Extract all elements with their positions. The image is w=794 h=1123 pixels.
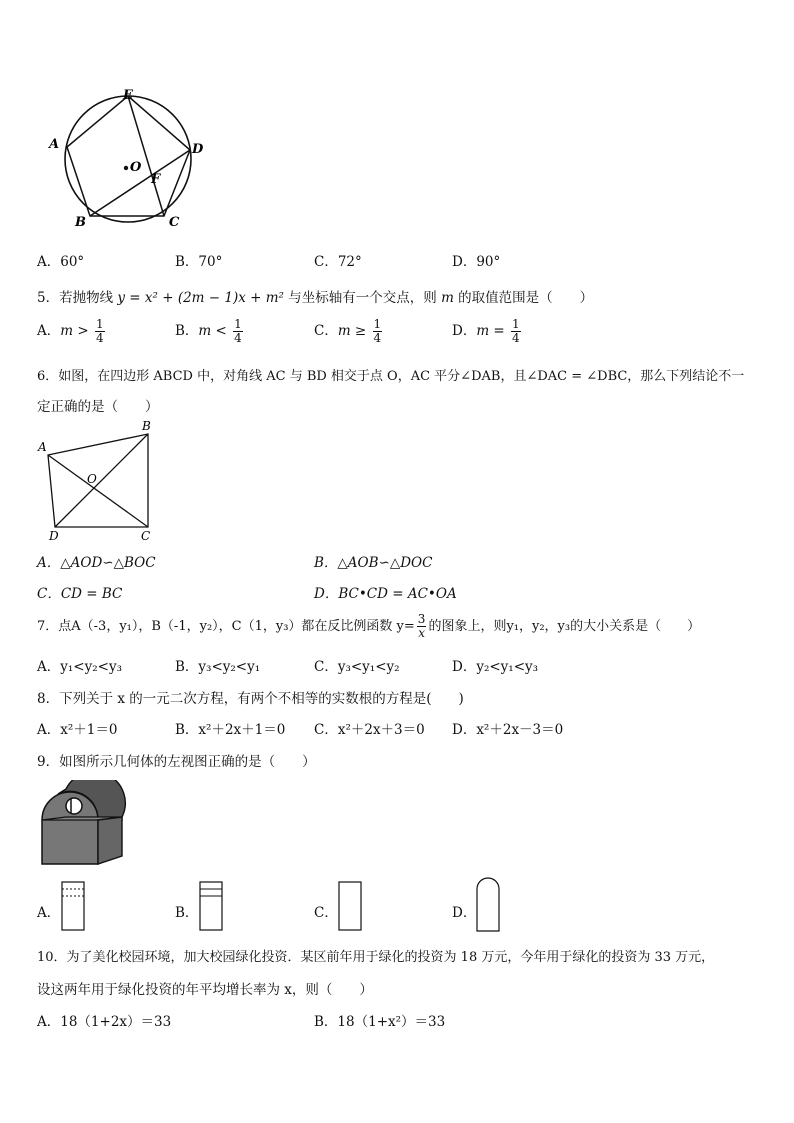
q10-stem-line1: 10．为了美化校园环境，加大校园绿化投资．某区前年用于绿化的投资为 18 万元，今年用于绿化的投资为 33 万元， [37, 950, 715, 965]
q7-pre: 7．点A（-3，y₁），B（-1，y₂），C（1，y₃）都在反比例函数 y= [37, 619, 415, 634]
q9-option-c: C． [314, 905, 338, 921]
label-b: B [142, 419, 151, 433]
label-b: B [75, 215, 86, 230]
q4-option-b: B．70° [175, 254, 223, 270]
q10-stem-line2: 设这两年用于绿化投资的年平均增长率为 x，则（ ） [37, 982, 373, 998]
q5-stem [37, 286, 593, 306]
label-o: O [87, 472, 97, 486]
q5-number: 5．若抛物线 [37, 290, 114, 306]
q5-option-d: D．m = $\frac{1}{4}$ [452, 317, 520, 345]
q9-option-b: B． [175, 905, 199, 921]
q7-option-a: A．y₁<y₂<y₃ [37, 659, 122, 675]
q7-option-b: B．y₃<y₂<y₁ [175, 659, 261, 675]
circle-figure [40, 85, 220, 235]
label-f: F [151, 172, 161, 187]
label-c: C [141, 529, 151, 543]
q4-option-d: D．90° [452, 254, 501, 270]
label-a: A [49, 137, 60, 152]
label-a: A [38, 440, 47, 454]
label-d: D [49, 529, 59, 543]
q8-stem: 8．下列关于 x 的一元二次方程，有两个不相等的实数根的方程是( ) [37, 691, 464, 707]
q5-option-a: A．m > $\frac{1}{4}$ [37, 317, 104, 345]
q6-option-a: A．△AOD∽△BOC [37, 555, 156, 571]
q8-option-b: B．x²＋2x＋1＝0 [175, 722, 286, 738]
q8-option-d: D．x²＋2x－3＝0 [452, 722, 564, 738]
q9-option-c-figure [337, 880, 363, 932]
q5-variable: m [441, 290, 454, 306]
q10-option-a: A．18（1+2x）＝33 [37, 1014, 172, 1030]
q7-post: 的图象上，则y₁，y₂，y₃的大小关系是（ ） [428, 619, 701, 634]
q6-stem-line1: 6．如图，在四边形 ABCD 中，对角线 AC 与 BD 相交于点 O，AC 平分∠DAB，且∠DAC = ∠DBC，那么下列结论不一 [37, 369, 745, 384]
q4-option-c: C．72° [314, 254, 362, 270]
q9-option-d: D． [452, 905, 477, 921]
label-e: E [123, 88, 133, 103]
label-o: O [130, 160, 142, 175]
q5-tail2: 的取值范围是（ ） [458, 290, 594, 306]
q9-option-a: A． [37, 905, 61, 921]
q9-option-b-figure [198, 880, 224, 932]
q10-option-b: B．18（1+x²）＝33 [314, 1014, 446, 1030]
q6-stem-line2: 定正确的是（ ） [37, 399, 159, 415]
label-d: D [192, 142, 204, 157]
q5-equation: y = x² + (2m − 1)x + m² [117, 290, 284, 306]
q7-option-c: C．y₃<y₁<y₂ [314, 659, 400, 675]
q4-option-a: A．60° [37, 254, 85, 270]
q6-option-d: D．BC•CD = AC•OA [314, 586, 457, 602]
q5-tail: 与坐标轴有一个交点，则 [288, 290, 437, 306]
q6-option-c: C．CD = BC [37, 586, 123, 602]
q7-stem: 7．点A（-3，y₁），B（-1，y₂），C（1，y₃）都在反比例函数 y= $\frac{3}{x}$ 的图象上，则y₁，y₂，y₃的大小关系是（ ） [37, 612, 701, 640]
q9-stem: 9．如图所示几何体的左视图正确的是（ ） [37, 754, 316, 770]
solid-figure [38, 780, 128, 870]
q5-option-b: B．m < $\frac{1}{4}$ [175, 317, 242, 345]
q8-option-c: C．x²＋2x＋3＝0 [314, 722, 425, 738]
q6-option-b: B．△AOB∽△DOC [314, 555, 433, 571]
q9-option-a-figure [60, 880, 86, 932]
q7-option-d: D．y₂<y₁<y₃ [452, 659, 539, 675]
label-c: C [169, 215, 180, 230]
q5-option-c: C．m ≥ $\frac{1}{4}$ [314, 317, 382, 345]
q8-option-a: A．x²＋1＝0 [37, 722, 118, 738]
q9-option-d-figure [475, 877, 501, 933]
quadrilateral-figure [35, 418, 165, 543]
